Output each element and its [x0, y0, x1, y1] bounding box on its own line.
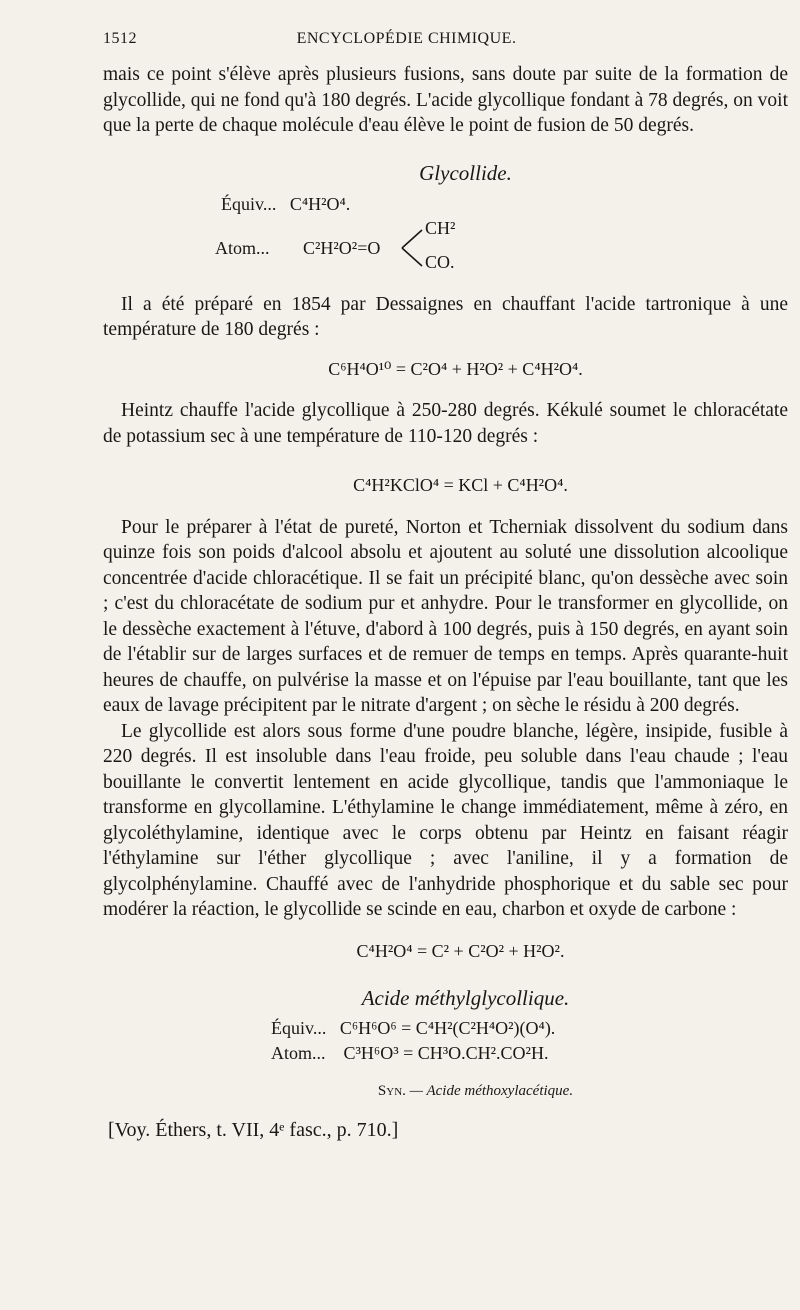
- glycollide-atom-structure: [103, 218, 788, 278]
- methyl-equiv-label: Équiv...: [271, 1017, 327, 1038]
- page-header: [103, 30, 780, 54]
- structure-bond-icon: [398, 224, 428, 274]
- struct-ch2: CH²: [425, 217, 456, 238]
- atom-formula: C²H²O²=O: [303, 237, 381, 258]
- methyl-equiv-formula: [103, 1016, 788, 1042]
- running-head: ENCYCLOPÉDIE CHIMIQUE.: [296, 30, 517, 47]
- struct-co: CO.: [425, 251, 455, 272]
- atom-label: Atom...: [215, 237, 270, 258]
- equation-1: C⁶H⁴O¹⁰ = C²O⁴ + H²O² + C⁴H²O⁴.: [328, 358, 583, 379]
- paragraph-norton: Pour le préparer à l'état de pureté, Norton et Tcherniak dissolvent du sodium dans quinze fois son poids d'alcool absolu et ajoutent au soluté une dissolution alcoolique concentrée d'acide chloracétique. Il se fait un précipité blanc, qu'on dessèche avec soin ; c'est du chloracétate de sodium pur et anhydre. Pour le transformer en glycollide, on le dessèche exactement à l'étuve, d'abord à 100 degrés, puis à 150 degrés, en ayant soin de l'établir sur de larges surfaces et de remuer de temps en temps. Après quarante-huit heures de chauffe, on pulvérise la masse et on l'épuise par l'eau bouillante, tant que les eaux de lavage précipitent par le nitrate d'argent ; on sèche le résidu à 200 degrés.: [103, 516, 788, 716]
- glycollide-equiv-formula: [103, 192, 788, 218]
- methyl-atom-label: Atom...: [271, 1043, 326, 1063]
- synonym-label: Syn.: [377, 1082, 406, 1099]
- methyl-atom-formula: [103, 1041, 788, 1067]
- paragraph-properties: Le glycollide est alors sous forme d'une poudre blanche, légère, insipide, fusible à 220 degrés. Il est insoluble dans l'eau froide, peu soluble dans l'eau chaude ; l'eau bouillante le convertit lentement en acide glycollique, tandis que l'ammoniaque le transforme en glycollamine. L'éthylamine le change immédiatement, même à zéro, en glycoléthylamine, identique avec le corps obtenu par Heintz en faisant réagir l'éthylamine sur l'éther glycollique ; avec l'aniline, il y a formation de glycolphénylamine. Chauffé avec de l'anhydride phosphorique et du sable sec pour modérer la réaction, le glycollide se scinde en eau, charbon et oxyde de carbone :: [103, 720, 788, 920]
- methyl-equiv-value: C⁶H⁶O⁶ = C⁴H²(C²H⁴O²)(O⁴).: [339, 1017, 556, 1038]
- cross-reference: [Voy. Éthers, t. VII, 4ᵉ fasc., p. 710.]: [108, 1119, 399, 1141]
- synonym-line: [103, 1079, 788, 1105]
- page-number: 1512: [103, 30, 137, 47]
- section-title-glycollide: Glycollide.: [419, 160, 512, 185]
- equation-3: C⁴H²O⁴ = C² + C²O² + H²O².: [356, 940, 565, 961]
- equation-2: C⁴H²KClO⁴ = KCl + C⁴H²O⁴.: [353, 475, 568, 495]
- synonym-text: — Acide méthoxylacétique.: [409, 1082, 574, 1099]
- paragraph-heintz: Heintz chauffe l'acide glycollique à 250-280 degrés. Kékulé soumet le chloracétate de potassium sec à une température de 110-120 degrés :: [103, 400, 788, 447]
- paragraph-fusion: mais ce point s'élève après plusieurs fusions, sans doute par suite de la formation de glycollide, qui ne fond qu'à 180 degrés. L'acide glycollique fondant à 78 degrés, on voit que la perte de chaque molécule d'eau élève le point de fusion de 50 degrés.: [103, 64, 788, 136]
- equiv-value: C⁴H²O⁴.: [289, 194, 351, 214]
- section-title-methyl: Acide méthylglycollique.: [361, 986, 570, 1010]
- equiv-label: Équiv...: [221, 194, 277, 214]
- body-text: [103, 62, 788, 1144]
- paragraph-dessaignes: Il a été préparé en 1854 par Dessaignes en chauffant l'acide tartronique à une température de 180 degrés :: [103, 293, 788, 340]
- methyl-atom-value: C³H⁶O³ = CH³O.CH².CO²H.: [343, 1043, 549, 1063]
